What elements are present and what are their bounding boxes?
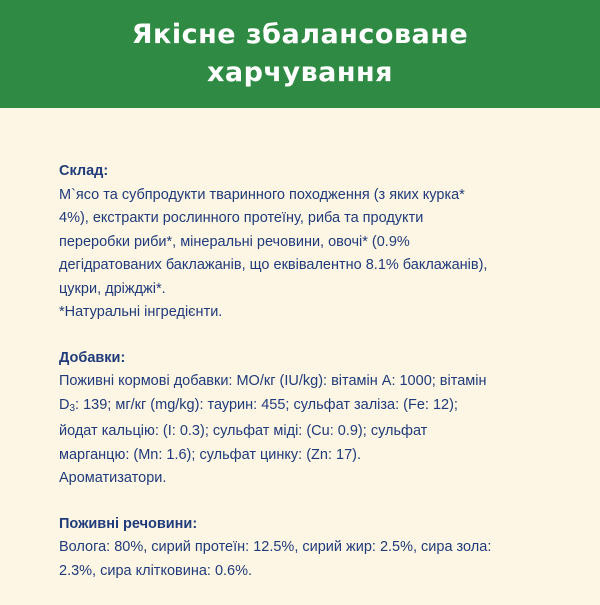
composition-line: дегідратованих баклажанів, що еквівалентно 8.1% баклажанів), [59,257,488,273]
nutrients-line: Волога: 80%, сирий протеїн: 12.5%, сирий жир: 2.5%, сира зола: [59,539,492,555]
additives-section [59,347,559,491]
composition-title: Склад: [59,163,109,179]
flavourings-line: Ароматизатори. [59,470,167,486]
nutrients-section [59,513,559,584]
additives-line-rest: : 139; мг/кг (mg/kg): таурин: 455; сульфат заліза: (Fe: 12); [75,396,458,413]
nutrients-title: Поживні речовини: [59,515,198,532]
vitamin-d-letter: D [59,396,70,413]
additives-line: марганцю: (Mn: 1.6); сульфат цинку: (Zn: 17). [59,446,362,463]
composition-line: 4%), екстракти рослинного протеїну, риба та продукти [59,210,424,226]
header-banner [0,0,600,108]
composition-line: цукри, дріжджі*. [59,280,166,297]
composition-line: переробки риби*, мінеральні речовини, овочі* (0.9% [59,233,410,250]
additives-line: йодат кальцію: (I: 0.3); сульфат міді: (Cu: 0.9); сульфат [59,423,428,439]
composition-section [59,160,559,325]
additives-title: Добавки: [59,349,126,366]
additives-line [59,394,559,421]
nutrients-line: 2.3%, сира клітковина: 0.6%. [59,562,253,579]
header-title-line: Якісне збалансоване [131,19,469,50]
composition-line: М`ясо та субпродукти тваринного походження (з яких курка* [59,186,465,203]
vitamin-d-subscript: 3 [69,402,76,414]
content-body [59,160,559,605]
header-title-line: харчування [206,57,394,88]
natural-ingredients-note: *Натуральні інгредієнти. [59,304,223,320]
additives-line: Поживні кормові добавки: МО/кг (IU/kg): вітамін А: 1000; вітамін [59,373,487,389]
